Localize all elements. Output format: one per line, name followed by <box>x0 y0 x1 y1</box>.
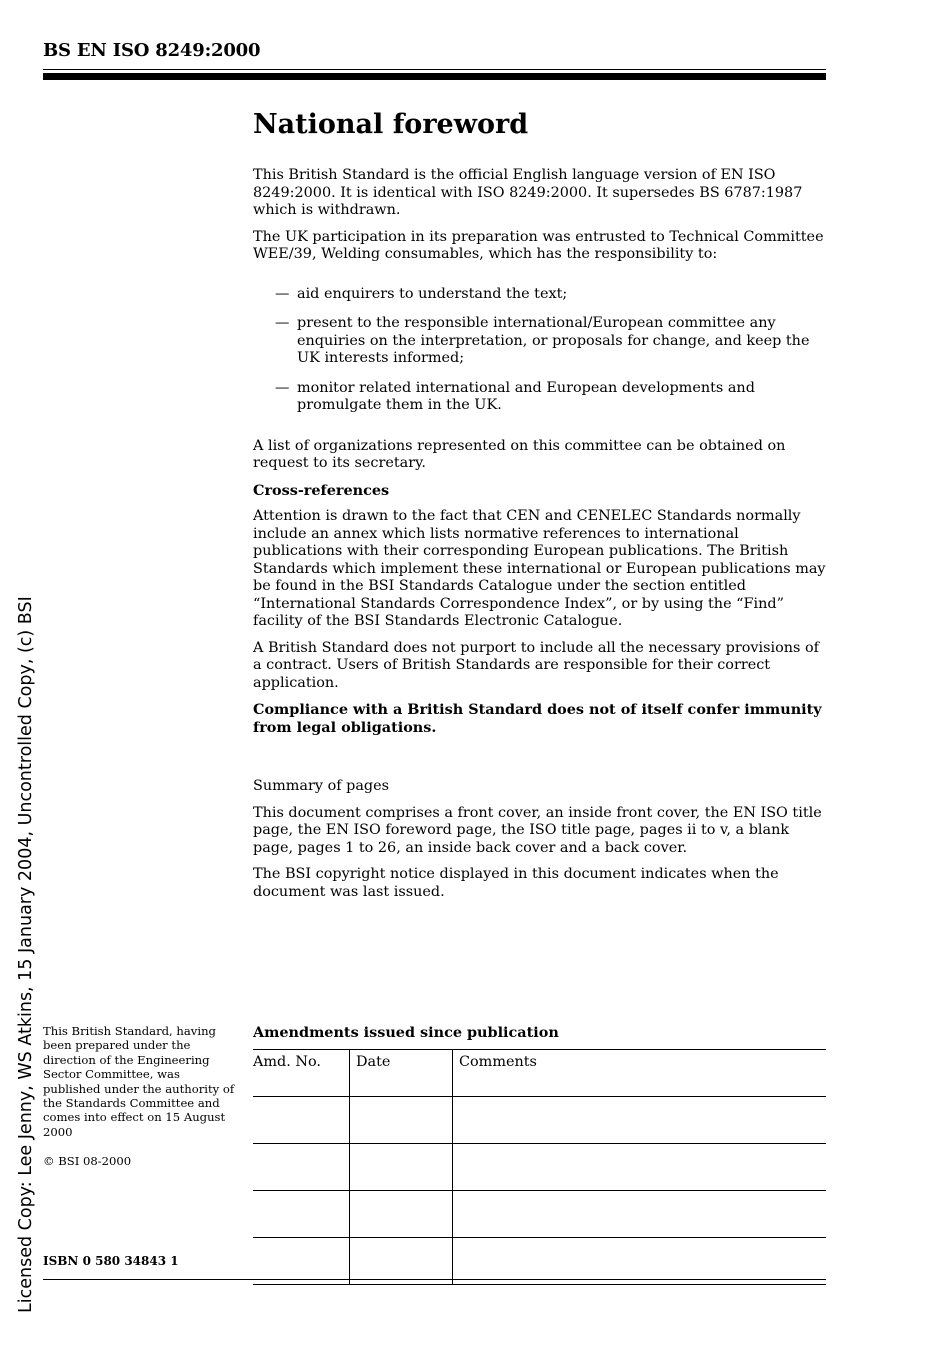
summary-paragraph-2: The BSI copyright notice displayed in this document indicates when the document was last issued. <box>253 866 779 900</box>
list-item: — present to the responsible international/European committee any enquiries on the interpretation, or proposals for change, and keep the UK interests informed; <box>275 315 810 366</box>
column-header-date: Date <box>350 1050 453 1097</box>
crossref-paragraph: Attention is drawn to the fact that CEN and CENELEC Standards normally include an annex which lists normative references to international publications with their corresponding European publications. The British Standards which implement these international or European publications may be found in the BSI Standards Catalogue under the section entitled “International Standards Correspondence Index”, or by using the “Find” facility of the BSI Standards Electronic Catalogue. <box>253 508 826 629</box>
dash-marker: — <box>275 379 290 396</box>
header-thin-rule <box>43 69 826 70</box>
table-row <box>253 1097 826 1144</box>
foreword-paragraph-1: This British Standard is the official English language version of EN ISO 8249:2000. It is identical with ISO 8249:2000. It supersedes BS 6787:1987 which is withdrawn. <box>253 167 803 218</box>
summary-paragraph-1: This document comprises a front cover, an inside front cover, the EN ISO title page, the EN ISO foreword page, the ISO title page, pages ii to v, a blank page, pages 1 to 26, an inside back cover and a back cover. <box>253 804 822 856</box>
isbn: ISBN 0 580 34843 1 <box>43 1254 179 1268</box>
crossref-heading: Cross-references <box>253 481 390 499</box>
amendments-table <box>253 1049 826 1285</box>
provisions-paragraph: A British Standard does not purport to include all the necessary provisions of a contract. Users of British Standards are responsible for their correct application. <box>253 639 819 691</box>
page-title: National foreword <box>253 109 529 140</box>
footer-rule <box>43 1279 826 1280</box>
foreword-paragraph-2: The UK participation in its preparation was entrusted to Technical Committee WEE/39, Welding consumables, which has the responsibility to: <box>253 228 824 262</box>
list-item: — monitor related international and European developments and promulgate them in the UK. <box>275 379 755 413</box>
publication-note: This British Standard, having been prepared under the direction of the Engineering Sector Committee, was published under the authority of the Standards Committee and comes into effect on 15 August 2000 <box>43 1024 235 1139</box>
license-watermark: Licensed Copy: Lee Jenny, WS Atkins, 15 January 2004, Uncontrolled Copy, (c) BSI <box>16 596 36 1313</box>
compliance-statement: Compliance with a British Standard does not of itself confer immunity from legal obligations. <box>253 701 822 736</box>
foreword-paragraph-3: A list of organizations represented on this committee can be obtained on request to its secretary. <box>253 437 786 471</box>
summary-heading: Summary of pages <box>253 778 390 794</box>
table-row <box>253 1238 826 1285</box>
header-thick-rule <box>43 73 826 80</box>
column-header-amd-no: Amd. No. <box>253 1050 350 1097</box>
table-row <box>253 1191 826 1238</box>
table-row <box>253 1144 826 1191</box>
responsibility-list <box>253 286 828 415</box>
column-header-comments: Comments <box>453 1050 827 1097</box>
copyright-notice: © BSI 08-2000 <box>43 1154 132 1168</box>
dash-marker: — <box>275 315 290 331</box>
table-header-row <box>253 1050 826 1097</box>
summary-of-pages-section <box>253 778 828 910</box>
dash-marker: — <box>275 285 290 302</box>
national-foreword-section <box>253 108 828 745</box>
amendments-title: Amendments issued since publication <box>253 1024 559 1041</box>
document-code: BS EN ISO 8249:2000 <box>43 40 261 61</box>
list-item: — aid enquirers to understand the text; <box>275 285 568 302</box>
